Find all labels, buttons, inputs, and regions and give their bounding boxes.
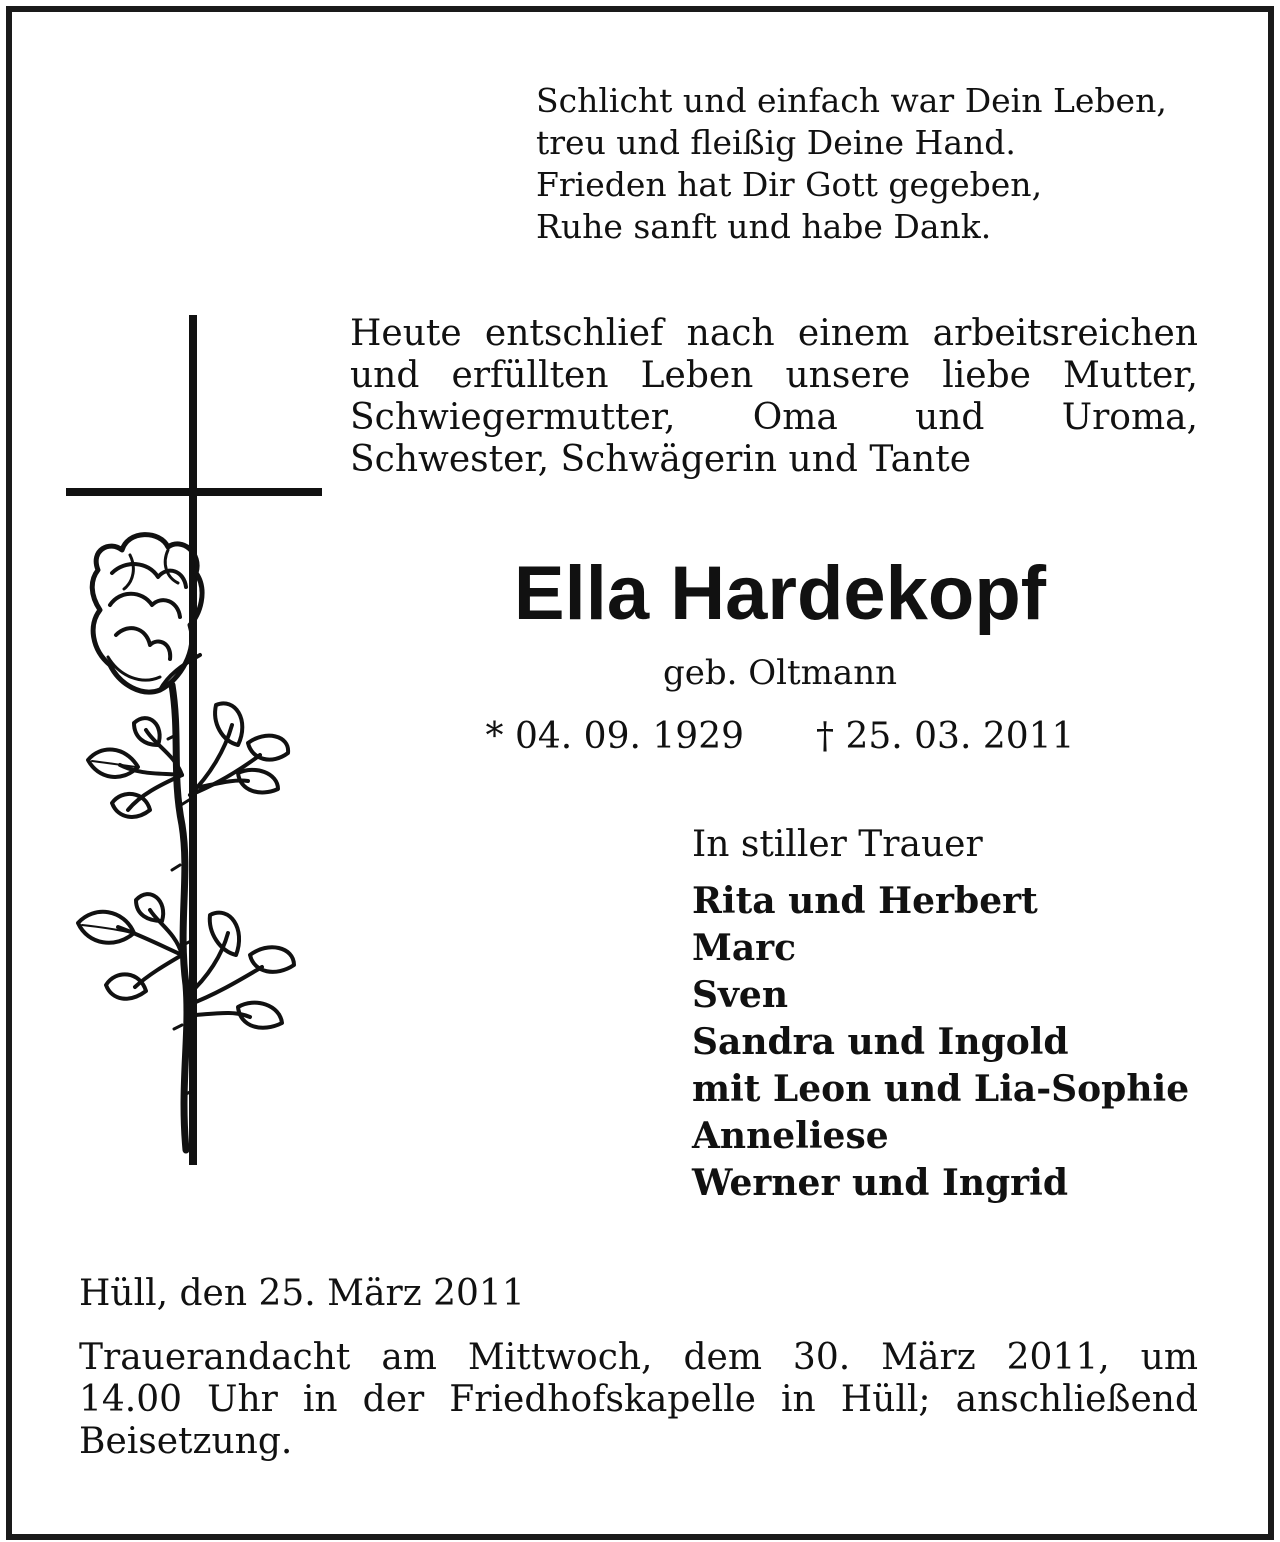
notice-line: Beisetzung. bbox=[79, 1421, 293, 1462]
intro-line: und erfüllten Leben unsere liebe Mutter, bbox=[350, 355, 1198, 396]
mourners-heading: In stiller Trauer bbox=[692, 824, 983, 865]
poem-line: Ruhe sanft und habe Dank. bbox=[536, 207, 992, 246]
mourner-name: mit Leon und Lia-Sophie bbox=[692, 1068, 1190, 1110]
poem-line: treu und fleißig Deine Hand. bbox=[536, 123, 1016, 162]
poem-line: Frieden hat Dir Gott gegeben, bbox=[536, 165, 1043, 204]
notice-line: 14.00 Uhr in der Friedhofskapelle in Hüll; anschließend bbox=[79, 1379, 1198, 1420]
intro-line: Heute entschlief nach einem arbeitsreichen bbox=[350, 313, 1198, 354]
mourner-name: Marc bbox=[692, 927, 797, 969]
mourner-name: Sven bbox=[692, 974, 788, 1016]
poem bbox=[536, 80, 1167, 248]
cross-and-rose-emblem bbox=[50, 305, 340, 1185]
intro-line: Schwiegermutter, Oma und Uroma, bbox=[350, 397, 1198, 438]
service-notice bbox=[79, 1337, 1198, 1463]
intro-line: Schwester, Schwägerin und Tante bbox=[350, 439, 971, 480]
maiden-name: geb. Oltmann bbox=[663, 653, 897, 693]
mourner-name: Sandra und Ingold bbox=[692, 1021, 1069, 1063]
intro-text bbox=[350, 313, 1198, 481]
poem-line: Schlicht und einfach war Dein Leben, bbox=[536, 81, 1167, 120]
mourner-name: Rita und Herbert bbox=[692, 880, 1038, 922]
rose-icon bbox=[78, 535, 294, 1150]
death-date: † 25. 03. 2011 bbox=[816, 716, 1075, 757]
deceased-name: Ella Hardekopf bbox=[513, 551, 1047, 636]
mourner-name: Anneliese bbox=[692, 1115, 889, 1157]
place-and-date: Hüll, den 25. März 2011 bbox=[79, 1273, 525, 1314]
mourners-list bbox=[692, 878, 1189, 1207]
birth-date: * 04. 09. 1929 bbox=[485, 716, 744, 757]
mourner-name: Werner und Ingrid bbox=[692, 1162, 1068, 1204]
life-dates bbox=[340, 715, 1220, 759]
notice-line: Trauerandacht am Mittwoch, dem 30. März 2011, um bbox=[79, 1337, 1198, 1378]
